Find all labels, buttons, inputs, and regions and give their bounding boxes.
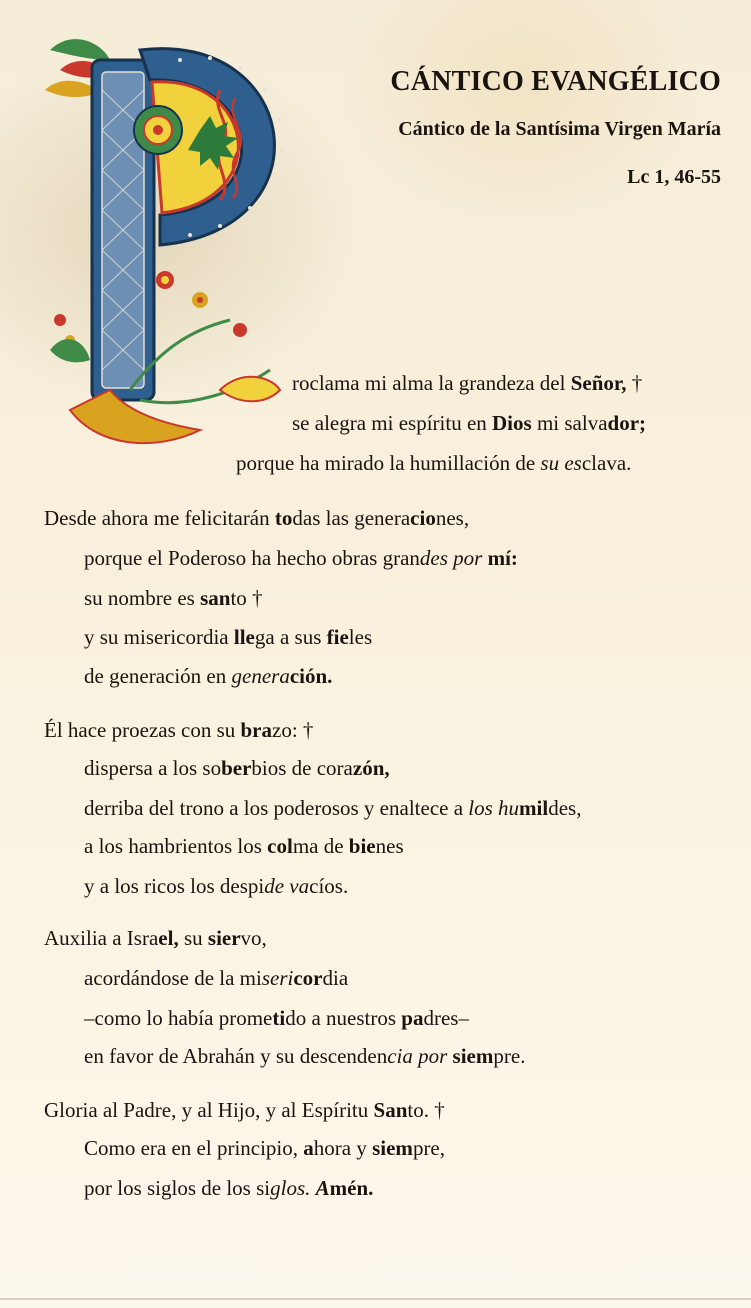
verse-segment: sier <box>207 926 241 950</box>
verse-segment: pre, <box>412 1136 446 1160</box>
verse-segment: dia <box>322 966 349 990</box>
verse-segment: des por <box>419 546 483 570</box>
verse-segment: to <box>274 506 293 530</box>
verse-segment: cio <box>410 506 436 530</box>
verse-segment: en favor de Abrahán y su descenden <box>84 1044 388 1068</box>
verse-segment: mi salva <box>531 411 608 435</box>
verse-segment: to † <box>230 586 263 610</box>
verse-segment: glos. <box>270 1176 311 1200</box>
verse-line <box>84 1178 373 1199</box>
verse-segment: ga a sus <box>254 625 327 649</box>
verse-segment: su nombre es <box>84 586 201 610</box>
verse-segment: Auxilia a Isra <box>44 926 159 950</box>
bottom-divider <box>0 1298 751 1300</box>
verse-segment: bie <box>348 834 376 858</box>
verse-segment: bra <box>240 718 272 742</box>
verse-segment: col <box>267 834 293 858</box>
verse-segment: porque ha mirado la humillación de <box>236 451 541 475</box>
verse-segment: se alegra mi espíritu en <box>292 411 493 435</box>
verse-line <box>84 548 518 569</box>
verse-segment: mén. <box>329 1176 374 1200</box>
verse-line <box>84 1008 469 1029</box>
verse-segment: genera <box>231 664 290 688</box>
verse-segment: les <box>348 625 373 649</box>
verse-line <box>84 1138 445 1159</box>
verse-segment: fie <box>326 625 349 649</box>
verse-segment: A <box>315 1176 330 1200</box>
verse-segment: seri <box>261 966 294 990</box>
verse-segment: Señor, <box>570 371 627 395</box>
verse-segment: do a nuestros <box>285 1006 402 1030</box>
verse-segment: siem <box>372 1136 413 1160</box>
verse-segment: roclama mi alma la grandeza del <box>292 371 571 395</box>
verse-line <box>236 453 631 474</box>
verse-segment: de va <box>264 874 310 898</box>
verse-line <box>84 968 348 989</box>
verse-segment: mí: <box>487 546 518 570</box>
bible-reference: Lc 1, 46-55 <box>627 166 721 188</box>
verse-segment: ción. <box>289 664 333 688</box>
verse-segment: su <box>178 926 208 950</box>
verse-segment: dispersa a los so <box>84 756 222 780</box>
verse-line <box>44 720 313 741</box>
verse-line <box>292 373 642 394</box>
verse-segment: zo: † <box>272 718 314 742</box>
verse-segment: y su misericordia <box>84 625 234 649</box>
floral-ornament <box>50 271 280 443</box>
verse-line <box>84 758 390 779</box>
verse-segment: lle <box>233 625 255 649</box>
verse-line <box>84 1046 525 1067</box>
verse-segment: el, <box>158 926 179 950</box>
verse-segment: Desde ahora me felicitarán <box>44 506 275 530</box>
verse-segment: siem <box>452 1044 494 1068</box>
verse-segment: y a los ricos los despi <box>84 874 265 898</box>
verse-segment: Él hace proezas con su <box>44 718 241 742</box>
verse-line <box>84 798 581 819</box>
verse-line <box>84 666 332 687</box>
verse-segment: Como era en el principio, <box>84 1136 304 1160</box>
verse-segment: de generación en <box>84 664 232 688</box>
verse-segment: ma de <box>292 834 349 858</box>
verse-segment: acordándose de la mi <box>84 966 262 990</box>
verse-segment: Dios <box>492 411 532 435</box>
verse-segment: to. † <box>407 1098 445 1122</box>
verse-segment: a <box>303 1136 314 1160</box>
verse-segment: cíos. <box>309 874 349 898</box>
verse-segment: su es <box>540 451 582 475</box>
verse-segment: nes, <box>435 506 470 530</box>
verse-line <box>84 588 263 609</box>
verse-segment: –como lo había prome <box>84 1006 273 1030</box>
verse-segment: San <box>373 1098 408 1122</box>
verse-segment: des, <box>548 796 582 820</box>
verse-segment: vo, <box>240 926 267 950</box>
verse-segment: cia por <box>387 1044 448 1068</box>
illuminated-letter-p-icon <box>40 30 310 470</box>
verse-segment: Gloria al Padre, y al Hijo, y al Espíritu <box>44 1098 374 1122</box>
verse-segment: dor; <box>607 411 647 435</box>
verse-segment: das las genera <box>292 506 411 530</box>
verse-segment: zón, <box>352 756 390 780</box>
verse-segment: por los siglos de los si <box>84 1176 271 1200</box>
verse-segment: los hu <box>468 796 520 820</box>
page-subtitle: Cántico de la Santísima Virgen María <box>398 118 721 140</box>
verse-segment: ti <box>272 1006 286 1030</box>
verse-segment: porque el Poderoso ha hecho obras gran <box>84 546 420 570</box>
verse-line <box>44 508 469 529</box>
verse-line <box>292 413 646 434</box>
verse-line <box>84 627 372 648</box>
verse-segment: nes <box>375 834 404 858</box>
verse-segment: pre. <box>493 1044 526 1068</box>
verse-segment: a los hambrientos los <box>84 834 268 858</box>
verse-segment: † <box>626 371 643 395</box>
verse-segment: hora y <box>313 1136 373 1160</box>
verse-segment: clava. <box>581 451 632 475</box>
verse-line <box>44 928 267 949</box>
verse-line <box>84 876 348 897</box>
verse-line <box>84 836 404 857</box>
verse-segment: san <box>200 586 231 610</box>
verse-segment: bios de cora <box>251 756 353 780</box>
verse-segment: pa <box>401 1006 424 1030</box>
verse-segment: mil <box>519 796 549 820</box>
verse-line <box>44 1100 445 1121</box>
verse-segment: cor <box>293 966 323 990</box>
verse-segment: derriba del trono a los poderosos y enaltece a <box>84 796 469 820</box>
verse-segment: ber <box>221 756 252 780</box>
page-title: CÁNTICO EVANGÉLICO <box>390 66 721 97</box>
verse-segment: dres– <box>423 1006 469 1030</box>
